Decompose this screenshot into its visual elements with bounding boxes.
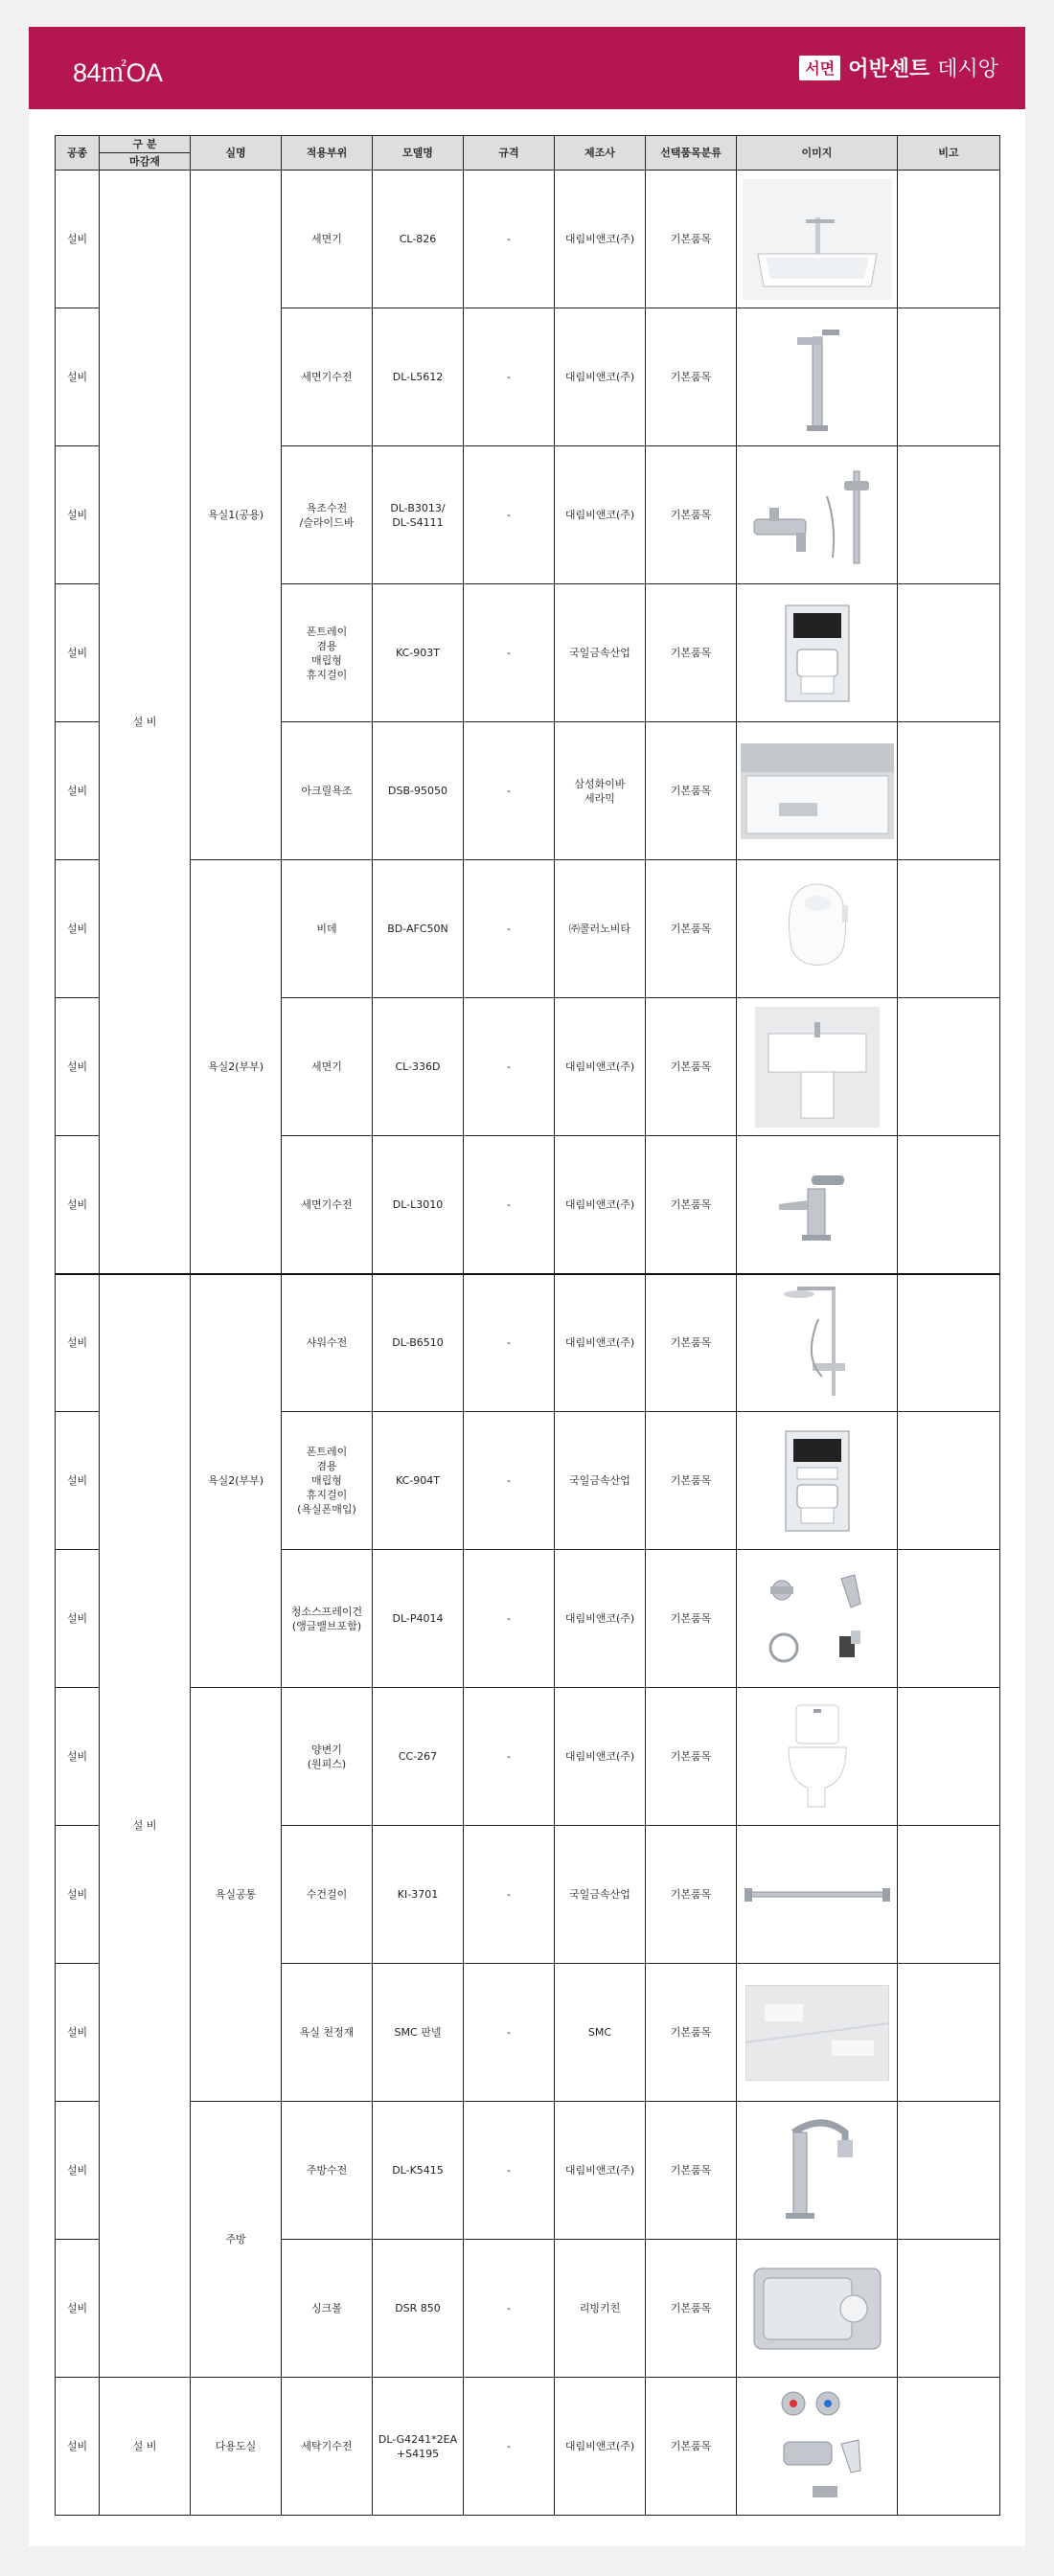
spec-cell: - xyxy=(464,446,555,584)
option-cell: 기본품목 xyxy=(646,584,737,722)
maker-cell: 대림비앤코(주) xyxy=(555,2102,646,2240)
work-cell: 설비 xyxy=(56,1550,100,1688)
part-cell: 세면기수전 xyxy=(282,1136,373,1274)
room-cell: 욕실1(공용) xyxy=(191,171,282,860)
maker-cell: 대림비앤코(주) xyxy=(555,2378,646,2516)
model-cell: DL-G4241*2EA +S4195 xyxy=(373,2378,464,2516)
model-cell: DL-B6510 xyxy=(373,1274,464,1412)
spec-cell: - xyxy=(464,308,555,446)
bidet-image xyxy=(739,877,895,982)
model-cell: DL-L5612 xyxy=(373,308,464,446)
tissue-holder-image xyxy=(739,596,895,711)
work-cell: 설비 xyxy=(56,1274,100,1412)
image-cell xyxy=(737,1688,898,1826)
spec-cell: - xyxy=(464,860,555,998)
option-cell: 기본품목 xyxy=(646,1412,737,1550)
work-cell: 설비 xyxy=(56,2102,100,2240)
part-cell: 양변기 (원피스) xyxy=(282,1688,373,1826)
option-cell: 기본품목 xyxy=(646,860,737,998)
spec-cell: - xyxy=(464,1964,555,2102)
col-option: 선택품목분류 xyxy=(646,136,737,171)
room-cell: 욕실2(부부) xyxy=(191,860,282,1274)
note-cell xyxy=(898,1826,1000,1964)
image-cell xyxy=(737,998,898,1136)
work-cell: 설비 xyxy=(56,1136,100,1274)
sink-bowl-image xyxy=(739,2261,895,2357)
note-cell xyxy=(898,1550,1000,1688)
col-spec: 규격 xyxy=(464,136,555,171)
brand-name: 어반센트 xyxy=(848,57,930,81)
col-model: 모델명 xyxy=(373,136,464,171)
brand-logo xyxy=(799,53,998,82)
part-cell: 욕조수전 /슬라이드바 xyxy=(282,446,373,584)
part-cell: 아크릴욕조 xyxy=(282,722,373,860)
maker-cell: 리빙키친 xyxy=(555,2240,646,2378)
work-cell: 설비 xyxy=(56,308,100,446)
note-cell xyxy=(898,860,1000,998)
spec-cell: - xyxy=(464,1826,555,1964)
work-cell: 설비 xyxy=(56,1826,100,1964)
col-maker: 제조사 xyxy=(555,136,646,171)
tissue-holder-phone-image xyxy=(739,1424,895,1539)
maker-cell: 삼성화이바 세라믹 xyxy=(555,722,646,860)
work-cell: 설비 xyxy=(56,584,100,722)
plan-type-title: 84㎡OA xyxy=(73,58,163,87)
kitchen-faucet-image xyxy=(739,2113,895,2228)
image-cell xyxy=(737,584,898,722)
maker-cell: 대림비앤코(주) xyxy=(555,1274,646,1412)
model-cell: KC-904T xyxy=(373,1412,464,1550)
option-cell: 기본품목 xyxy=(646,171,737,308)
model-cell: DSB-95050 xyxy=(373,722,464,860)
model-cell: DL-K5415 xyxy=(373,2102,464,2240)
option-cell: 기본품목 xyxy=(646,308,737,446)
image-cell xyxy=(737,1412,898,1550)
image-cell xyxy=(737,860,898,998)
spray-gun-set-image xyxy=(739,1562,895,1676)
bathtub-image xyxy=(739,743,895,839)
pedestal-basin-image xyxy=(739,1007,895,1128)
work-cell: 설비 xyxy=(56,722,100,860)
part-cell: 폰트레이 겸용 매립형 휴지걸이 (욕실폰매입) xyxy=(282,1412,373,1550)
work-cell: 설비 xyxy=(56,860,100,998)
image-cell xyxy=(737,1136,898,1274)
spec-cell: - xyxy=(464,722,555,860)
option-cell: 기본품목 xyxy=(646,1688,737,1826)
image-cell xyxy=(737,2378,898,2516)
option-cell: 기본품목 xyxy=(646,1550,737,1688)
col-note: 비고 xyxy=(898,136,1000,171)
room-cell: 욕실공통 xyxy=(191,1688,282,2102)
col-image: 이미지 xyxy=(737,136,898,171)
part-cell: 수건걸이 xyxy=(282,1826,373,1964)
spec-sheet-page xyxy=(29,27,1025,2546)
table-header xyxy=(56,136,1000,171)
image-cell xyxy=(737,2102,898,2240)
maker-cell: 국일금속산업 xyxy=(555,1826,646,1964)
maker-cell: 대림비앤코(주) xyxy=(555,998,646,1136)
category-cell: 설 비 xyxy=(100,2378,191,2516)
note-cell xyxy=(898,308,1000,446)
col-category-top: 구 분 xyxy=(100,136,191,153)
note-cell xyxy=(898,1136,1000,1274)
maker-cell: 대림비앤코(주) xyxy=(555,171,646,308)
option-cell: 기본품목 xyxy=(646,998,737,1136)
shower-column-image xyxy=(739,1281,895,1405)
model-cell: DL-P4014 xyxy=(373,1550,464,1688)
part-cell: 세면기수전 xyxy=(282,308,373,446)
spec-cell: - xyxy=(464,2102,555,2240)
part-cell: 주방수전 xyxy=(282,2102,373,2240)
region-badge: 서면 xyxy=(799,56,840,80)
note-cell xyxy=(898,2378,1000,2516)
work-cell: 설비 xyxy=(56,2378,100,2516)
model-cell: CL-826 xyxy=(373,171,464,308)
spec-cell: - xyxy=(464,2240,555,2378)
option-cell: 기본품목 xyxy=(646,1964,737,2102)
image-cell xyxy=(737,722,898,860)
note-cell xyxy=(898,171,1000,308)
work-cell: 설비 xyxy=(56,2240,100,2378)
option-cell: 기본품목 xyxy=(646,2378,737,2516)
maker-cell: 대림비앤코(주) xyxy=(555,446,646,584)
model-cell: SMC 판넬 xyxy=(373,1964,464,2102)
image-cell xyxy=(737,1274,898,1412)
note-cell xyxy=(898,1412,1000,1550)
part-cell: 청소스프레이건 (앵글밸브포함) xyxy=(282,1550,373,1688)
room-cell: 주방 xyxy=(191,2102,282,2378)
ceiling-panel-image xyxy=(739,1985,895,2081)
image-cell xyxy=(737,2240,898,2378)
option-cell: 기본품목 xyxy=(646,722,737,860)
spec-cell: - xyxy=(464,1274,555,1412)
note-cell xyxy=(898,584,1000,722)
part-cell: 세탁기수전 xyxy=(282,2378,373,2516)
image-cell xyxy=(737,1964,898,2102)
brand-sub: 데시앙 xyxy=(937,57,998,81)
table-body xyxy=(56,171,1000,2516)
washer-faucet-image xyxy=(739,2384,895,2509)
maker-cell: 대림비앤코(주) xyxy=(555,308,646,446)
maker-cell: SMC xyxy=(555,1964,646,2102)
toilet-image xyxy=(739,1699,895,1814)
model-cell: BD-AFC50N xyxy=(373,860,464,998)
table-row xyxy=(56,171,1000,308)
work-cell: 설비 xyxy=(56,446,100,584)
option-cell: 기본품목 xyxy=(646,1826,737,1964)
finish-schedule-table xyxy=(55,135,1000,2516)
option-cell: 기본품목 xyxy=(646,1136,737,1274)
work-cell: 설비 xyxy=(56,1688,100,1826)
part-cell: 폰트레이 겸용 매립형 휴지걸이 xyxy=(282,584,373,722)
table-row xyxy=(56,2378,1000,2516)
work-cell: 설비 xyxy=(56,998,100,1136)
model-cell: KC-903T xyxy=(373,584,464,722)
category-cell: 설 비 xyxy=(100,1274,191,2378)
part-cell: 싱크볼 xyxy=(282,2240,373,2378)
page-header xyxy=(29,27,1025,109)
maker-cell: 대림비앤코(주) xyxy=(555,1688,646,1826)
short-faucet-image xyxy=(739,1156,895,1252)
rect-basin-image xyxy=(739,179,895,300)
room-cell: 다용도실 xyxy=(191,2378,282,2516)
spec-cell: - xyxy=(464,1412,555,1550)
maker-cell: 국일금속산업 xyxy=(555,1412,646,1550)
category-cell: 설 비 xyxy=(100,171,191,1274)
image-cell xyxy=(737,308,898,446)
image-cell xyxy=(737,1550,898,1688)
spec-cell: - xyxy=(464,2378,555,2516)
model-cell: KI-3701 xyxy=(373,1826,464,1964)
model-cell: DL-B3013/ DL-S4111 xyxy=(373,446,464,584)
maker-cell: 대림비앤코(주) xyxy=(555,1550,646,1688)
col-category-bottom: 마감재 xyxy=(100,153,191,171)
option-cell: 기본품목 xyxy=(646,1274,737,1412)
note-cell xyxy=(898,1964,1000,2102)
towel-bar-image xyxy=(739,1881,895,1909)
part-cell: 욕실 천정재 xyxy=(282,1964,373,2102)
part-cell: 비데 xyxy=(282,860,373,998)
image-cell xyxy=(737,1826,898,1964)
table-row xyxy=(56,2102,1000,2240)
option-cell: 기본품목 xyxy=(646,2240,737,2378)
image-cell xyxy=(737,171,898,308)
option-cell: 기본품목 xyxy=(646,446,737,584)
note-cell xyxy=(898,2240,1000,2378)
maker-cell: ㈜콜러노비타 xyxy=(555,860,646,998)
note-cell xyxy=(898,2102,1000,2240)
spec-cell: - xyxy=(464,998,555,1136)
spec-cell: - xyxy=(464,584,555,722)
note-cell xyxy=(898,1688,1000,1826)
model-cell: DSR 850 xyxy=(373,2240,464,2378)
work-cell: 설비 xyxy=(56,171,100,308)
note-cell xyxy=(898,446,1000,584)
table-row xyxy=(56,1688,1000,1826)
option-cell: 기본품목 xyxy=(646,2102,737,2240)
work-cell: 설비 xyxy=(56,1964,100,2102)
part-cell: 샤워수전 xyxy=(282,1274,373,1412)
spec-cell: - xyxy=(464,1550,555,1688)
image-cell xyxy=(737,446,898,584)
spec-cell: - xyxy=(464,1136,555,1274)
model-cell: CL-336D xyxy=(373,998,464,1136)
part-cell: 세면기 xyxy=(282,998,373,1136)
maker-cell: 대림비앤코(주) xyxy=(555,1136,646,1274)
col-part: 적용부위 xyxy=(282,136,373,171)
note-cell xyxy=(898,1274,1000,1412)
maker-cell: 국일금속산업 xyxy=(555,584,646,722)
model-cell: CC-267 xyxy=(373,1688,464,1826)
spec-cell: - xyxy=(464,1688,555,1826)
col-room: 실명 xyxy=(191,136,282,171)
part-cell: 세면기 xyxy=(282,171,373,308)
table-row xyxy=(56,1274,1000,1412)
note-cell xyxy=(898,722,1000,860)
table-row xyxy=(56,860,1000,998)
room-cell: 욕실2(부부) xyxy=(191,1274,282,1688)
spec-cell: - xyxy=(464,171,555,308)
tall-faucet-image xyxy=(739,320,895,435)
col-work: 공종 xyxy=(56,136,100,171)
model-cell: DL-L3010 xyxy=(373,1136,464,1274)
bath-faucet-slide-bar-image xyxy=(739,458,895,573)
note-cell xyxy=(898,998,1000,1136)
work-cell: 설비 xyxy=(56,1412,100,1550)
